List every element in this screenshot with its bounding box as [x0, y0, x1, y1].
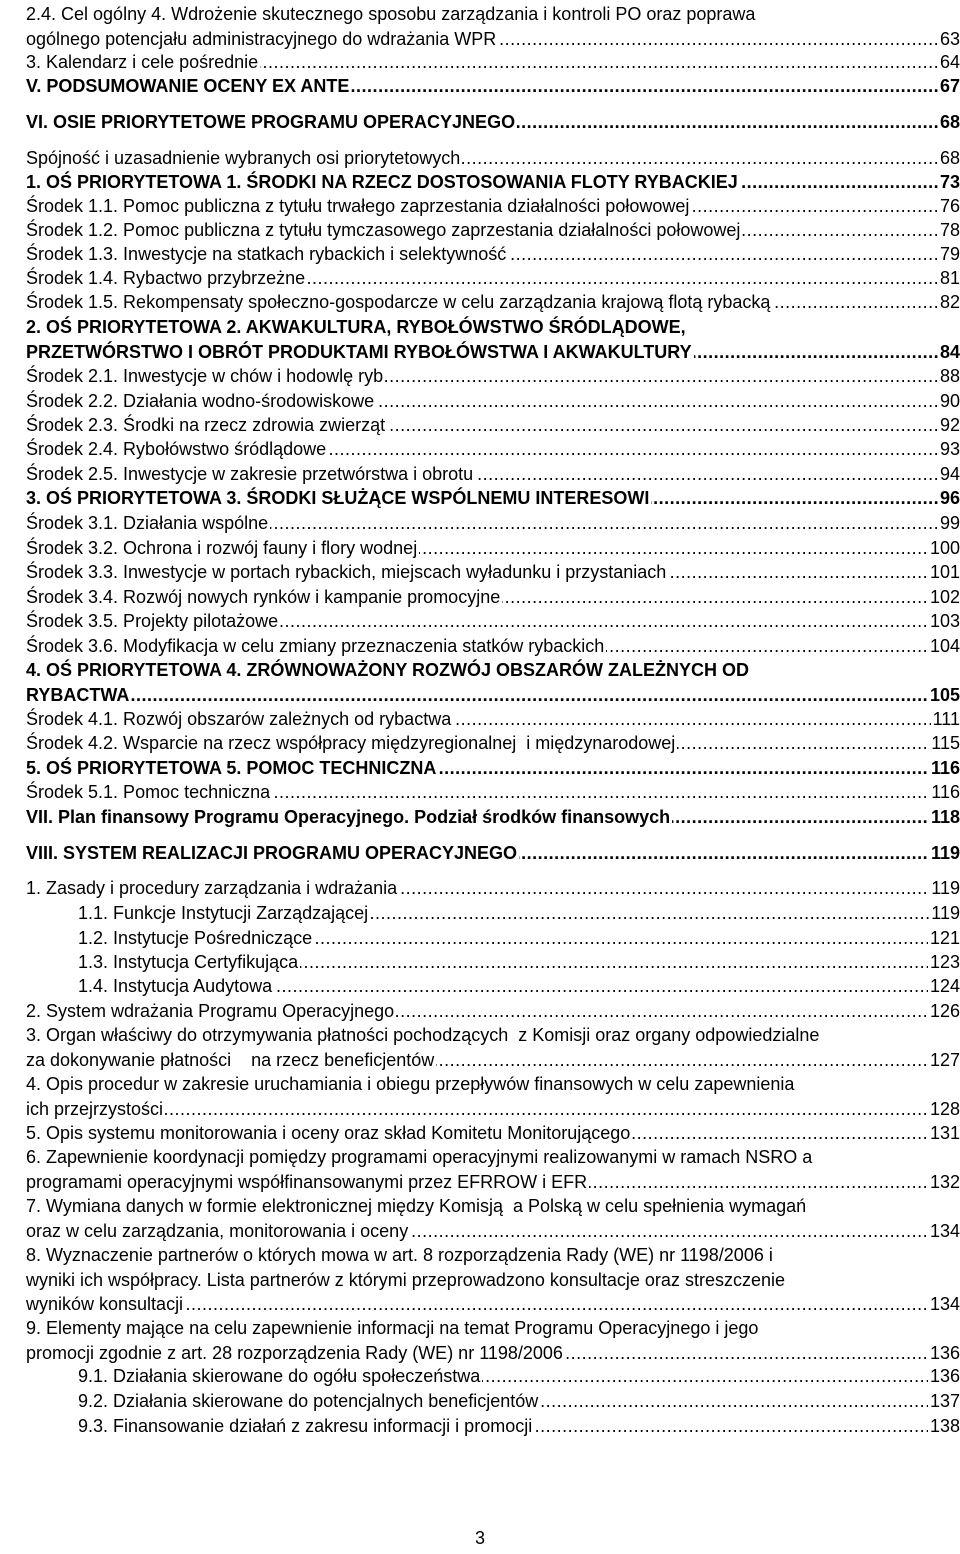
- toc-entry-title: Środek 1.3. Inwestycje na statkach rybackich i selektywność: [26, 244, 507, 264]
- toc-entry-title: Środek 3.6. Modyfikacja w celu zmiany przeznaczenia statków rybackich: [26, 636, 605, 656]
- toc-entry-title: Środek 5.1. Pomoc techniczna: [26, 782, 271, 802]
- toc-entry-title: Środek 2.5. Inwestycje w zakresie przetwórstwa i obrotu: [26, 464, 474, 484]
- toc-entry-title: 9.2. Działania skierowane do potencjalnych beneficjentów: [78, 1391, 539, 1411]
- toc-entry-page: 99: [939, 513, 960, 533]
- toc-entry-page: 116: [930, 758, 960, 778]
- toc-entry-page: 137: [929, 1391, 960, 1411]
- toc-entry-title: wyników konsultacji: [26, 1294, 184, 1314]
- toc-entry-title: Środek 4.1. Rozwój obszarów zależnych od rybactwa: [26, 709, 452, 729]
- toc-entry-title: 2. OŚ PRIORYTETOWA 2. AKWAKULTURA, RYBOŁÓWSTWO ŚRÓDLĄDOWE,: [26, 317, 686, 337]
- toc-entry-page: 105: [929, 684, 960, 705]
- toc-entry-page: 116: [931, 782, 960, 802]
- toc-entry-page: 84: [939, 341, 960, 362]
- toc-entry-title: 9.3. Finansowanie działań z zakresu informacji i promocji: [78, 1416, 533, 1436]
- toc-entry-title: 4. OŚ PRIORYTETOWA 4. ZRÓWNOWAŻONY ROZWÓJ OBSZARÓW ZALEŻNYCH OD: [26, 660, 750, 680]
- toc-entry-page: 136: [929, 1342, 960, 1363]
- toc-entry-title: VIII. SYSTEM REALIZACJI PROGRAMU OPERACYJNEGO: [26, 843, 518, 863]
- toc-entry-title: Środek 3.1. Działania wspólne: [26, 513, 269, 533]
- toc-entry-page: 115: [931, 733, 960, 753]
- toc-entry-title: ich przejrzystości: [26, 1098, 164, 1119]
- toc-entry-page: 119: [930, 843, 960, 863]
- toc-entry-title: 8. Wyznaczenie partnerów o których mowa w art. 8 rozporządzenia Rady (WE) nr 1198/2006 i: [26, 1245, 773, 1265]
- toc-entry-title: 5. Opis systemu monitorowania i oceny oraz skład Komitetu Monitorującego: [26, 1123, 631, 1143]
- toc-entry-page: 104: [929, 636, 960, 656]
- toc-entry-title: 9. Elementy mające na celu zapewnienie informacji na temat Programu Operacyjnego i jego: [26, 1318, 759, 1338]
- toc-entry-title: Środek 3.3. Inwestycje w portach rybackich, miejscach wyładunku i przystaniach: [26, 562, 667, 582]
- toc-entry-page: 131: [929, 1123, 960, 1143]
- toc-entry-page: 127: [929, 1049, 960, 1070]
- toc-entry-title: 3. OŚ PRIORYTETOWA 3. ŚRODKI SŁUŻĄCE WSPÓLNEMU INTERESOWI: [26, 488, 650, 508]
- toc-entry-page: 63: [939, 28, 960, 49]
- toc-entry-title: promocji zgodnie z art. 28 rozporządzenia Rady (WE) nr 1198/2006: [26, 1342, 563, 1363]
- toc-entry-title: za dokonywanie płatności na rzecz beneficjentów: [26, 1049, 435, 1070]
- toc-entry-title: 9.1. Działania skierowane do ogółu społeczeństwa: [78, 1366, 481, 1386]
- toc-entry-page: 101: [929, 562, 960, 582]
- toc-entry-title: VII. Plan finansowy Programu Operacyjnego. Podział środków finansowych: [26, 807, 671, 827]
- toc-entry-page: 134: [929, 1294, 960, 1314]
- toc-entry-page: 68: [939, 112, 960, 132]
- toc-entry-title: Środek 3.5. Projekty pilotażowe: [26, 611, 279, 631]
- toc-entry-title: programami operacyjnymi współfinansowanymi przez EFRROW i EFR: [26, 1171, 588, 1192]
- toc-entry-title: V. PODSUMOWANIE OCENY EX ANTE: [26, 76, 350, 96]
- toc-entry-page: 123: [929, 952, 960, 972]
- toc-entry-title: Środek 1.4. Rybactwo przybrzeżne: [26, 268, 306, 288]
- toc-entry-title: 3. Organ właściwy do otrzymywania płatności pochodzących z Komisji oraz organy odpowiedzialne: [26, 1025, 820, 1045]
- toc-entry-title: RYBACTWA: [26, 684, 130, 705]
- toc-entry-page: 126: [929, 1001, 960, 1021]
- toc-entry-page: 119: [931, 878, 960, 898]
- toc-entry-page: 68: [939, 148, 960, 168]
- toc-entry-page: 73: [939, 172, 960, 192]
- toc-entry-page: 93: [939, 439, 960, 459]
- toc-entry-title: Środek 3.4. Rozwój nowych rynków i kampanie promocyjne: [26, 587, 501, 607]
- toc-entry-page: 96: [939, 488, 960, 508]
- toc-entry-title: ogólnego potencjału administracyjnego do wdrażania WPR: [26, 28, 497, 49]
- toc-entry-page: 136: [929, 1366, 960, 1386]
- toc-entry-title: 1. OŚ PRIORYTETOWA 1. ŚRODKI NA RZECZ DOSTOSOWANIA FLOTY RYBACKIEJ: [26, 172, 738, 192]
- toc-entry-page: 76: [939, 196, 960, 216]
- toc-entry-title: 4. Opis procedur w zakresie uruchamiania i obiegu przepływów finansowych w celu zapewnienia: [26, 1074, 795, 1094]
- toc-entry-title: Środek 2.4. Rybołówstwo śródlądowe: [26, 439, 327, 459]
- toc-entry-title: Środek 2.2. Działania wodno-środowiskowe: [26, 391, 375, 411]
- toc-entry-page: 132: [929, 1171, 960, 1192]
- toc-entry-page: 78: [939, 220, 960, 240]
- toc-entry-title: Środek 1.2. Pomoc publiczna z tytułu tymczasowego zaprzestania działalności połowowej: [26, 220, 741, 240]
- toc-entry-title: 1.1. Funkcje Instytucji Zarządzającej: [78, 903, 369, 923]
- toc-entry-title: PRZETWÓRSTWO I OBRÓT PRODUKTAMI RYBOŁÓWSTWA I AKWAKULTURY: [26, 341, 692, 362]
- toc-entry-title: 1.3. Instytucja Certyfikująca: [78, 952, 299, 972]
- toc-entry-title: 3. Kalendarz i cele pośrednie: [26, 52, 259, 72]
- toc-entry-title: 5. OŚ PRIORYTETOWA 5. POMOC TECHNICZNA: [26, 758, 437, 778]
- toc-entry-page: 134: [929, 1220, 960, 1241]
- toc-entry-page: 82: [939, 292, 960, 312]
- toc-entry-page: 81: [939, 268, 960, 288]
- toc-entry-page: 94: [939, 464, 960, 484]
- page-number: 3: [474, 1528, 485, 1548]
- toc-entry-title: Środek 4.2. Wsparcie na rzecz współpracy międzyregionalnej i międzynarodowej: [26, 733, 676, 753]
- toc-entry-page: 103: [929, 611, 960, 631]
- toc-entry-page: 92: [939, 415, 960, 435]
- toc-entry-page: 121: [929, 928, 960, 948]
- toc-entry-title: Środek 1.1. Pomoc publiczna z tytułu trwałego zaprzestania działalności połowowej: [26, 196, 690, 216]
- toc-entry-title: 2. System wdrażania Programu Operacyjnego: [26, 1001, 395, 1021]
- toc-entry-title: oraz w celu zarządzania, monitorowania i oceny: [26, 1220, 409, 1241]
- toc-entry-page: 118: [930, 807, 960, 827]
- toc-entry-title: 6. Zapewnienie koordynacji pomiędzy programami operacyjnymi realizowanymi w ramach NSRO a: [26, 1147, 813, 1167]
- toc-entry-page: 67: [939, 76, 960, 96]
- toc-entry-title: wyniki ich współpracy. Lista partnerów z którymi przeprowadzono konsultacje oraz streszczenie: [26, 1269, 785, 1290]
- toc-entry-title: 2.4. Cel ogólny 4. Wdrożenie skutecznego sposobu zarządzania i kontroli PO oraz poprawa: [26, 4, 756, 24]
- toc-entry-page: 90: [939, 391, 960, 411]
- toc-entry-title: 1.4. Instytucja Audytowa: [78, 976, 273, 996]
- toc-entry-page: 64: [939, 52, 960, 72]
- toc-entry-title: 7. Wymiana danych w formie elektronicznej między Komisją a Polską w celu spełnienia wymagań: [26, 1196, 807, 1216]
- toc-entry-title: Środek 1.5. Rekompensaty społeczno-gospodarcze w celu zarządzania krajową flotą rybacką: [26, 292, 771, 312]
- toc-entry-page: 128: [929, 1098, 960, 1119]
- toc-entry-title: Spójność i uzasadnienie wybranych osi priorytetowych: [26, 148, 461, 168]
- toc-entry-title: 1. Zasady i procedury zarządzania i wdrażania: [26, 878, 398, 898]
- toc-entry-page: 111: [932, 709, 960, 729]
- toc-entry-title: Środek 3.2. Ochrona i rozwój fauny i flory wodnej: [26, 538, 418, 558]
- toc-entry-page: 102: [929, 587, 960, 607]
- toc-entry-page: 124: [929, 976, 960, 996]
- toc-entry-page: 79: [939, 244, 960, 264]
- toc-entry-title: Środek 2.3. Środki na rzecz zdrowia zwierząt: [26, 415, 386, 435]
- toc-entry-page: 88: [939, 366, 960, 386]
- toc-entry-page: 100: [929, 538, 960, 558]
- toc-entry-title: Środek 2.1. Inwestycje w chów i hodowlę ryb: [26, 366, 384, 386]
- toc-entry-title: 1.2. Instytucje Pośredniczące: [78, 928, 313, 948]
- toc-entry-title: VI. OSIE PRIORYTETOWE PROGRAMU OPERACYJNEGO: [26, 112, 516, 132]
- toc-entry-page: 138: [929, 1416, 960, 1436]
- toc-entry-page: 119: [931, 903, 960, 923]
